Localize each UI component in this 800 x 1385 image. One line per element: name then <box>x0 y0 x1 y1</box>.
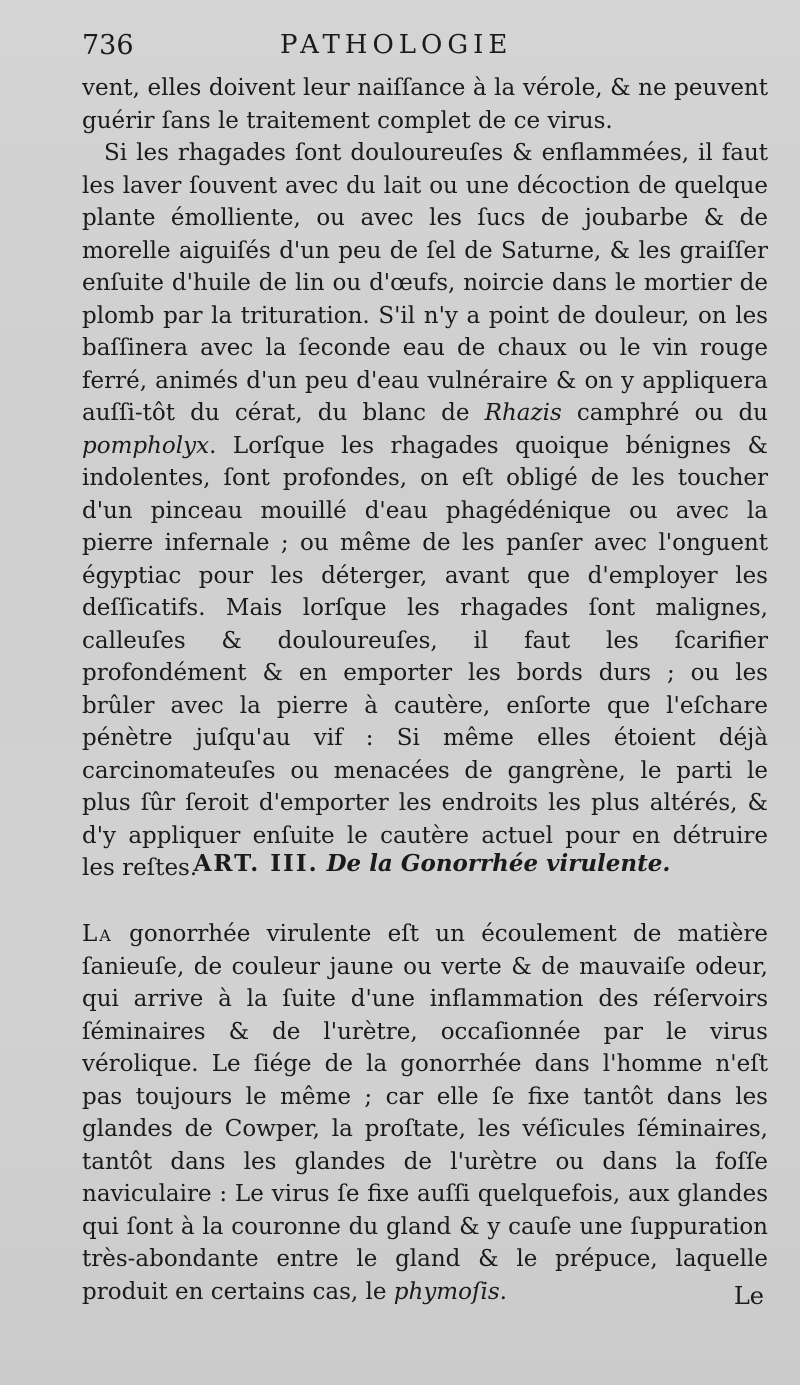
paragraph-2-part-2: camphré ou du <box>561 400 768 426</box>
italic-phymosis: phymoſis <box>393 1278 500 1305</box>
running-head: PATHOLOGIE <box>280 30 513 60</box>
italic-rhazis: Rhazis <box>484 400 562 426</box>
page-header <box>82 28 782 64</box>
page-number: 736 <box>82 30 134 61</box>
paragraph-gonorrhee <box>82 918 768 1308</box>
paragraph-2-part-1: Si les rhagades ſont douloureuſes & enflammées, il faut les laver ſouvent avec du lait ou une décoction de quelque plante émolliente, ou avec les ſucs de joubarbe & de morelle aiguiſés d'un peu de ſel de Saturne, & les graiſſer enſuite d'huile de lin ou d'œufs, noircie dans le mortier de plomb par la trituration. S'il n'y a point de douleur, on les baſſinera avec la ſeconde eau de chaux ou le vin rouge ferré, animés d'un peu d'eau vulnéraire & on y appliquera auſſi-tôt du cérat, du blanc de <box>82 140 768 426</box>
paragraph-3-part-1: gonorrhée virulente eſt un écoulement de matière ſanieuſe, de couleur jaune ou verte & de mauvaiſe odeur, qui arrive à la ſuite d'une inflammation des réſervoirs ſéminaires & de l'urètre, occaſionnée par le virus vérolique. Le ſiége de la gonorrhée dans l'homme n'eſt pas toujours le même ; car elle ſe fixe tantôt dans les glandes de Cowper, la proſtate, les véſicules ſéminaires, tantôt dans les glandes de l'urètre ou dans la foſſe naviculaire : Le virus ſe fixe auſſi quelquefois, aux glandes qui ſont à la couronne du gland & y cauſe une ſuppuration très-abondante entre le gland & le prépuce, laquelle produit en certains cas, le <box>82 921 768 1305</box>
article-number: ART. III. <box>193 850 319 877</box>
catchword: Le <box>733 1282 764 1310</box>
paragraph-2-part-3: . Lorſque les rhagades quoique bénignes & indolentes, ſont profondes, on eſt obligé de les toucher d'un pinceau mouillé d'eau phagédénique ou avec la pierre infernale ; ou même de les panſer avec l'onguent égyptiac pour les déterger, avant que d'employer les deſſicatifs. Mais lorſque les rhagades ſont malignes, calleuſes & douloureuſes, il faut les ſcarifier profondément & en emporter les bords durs ; ou les brûler avec la pierre à cautère, enſorte que l'eſchare pénètre juſqu'au vif : Si même elles étoient déjà carcinomateuſes ou menacées de gangrène, le parti le plus ſûr ſeroit d'emporter les endroits les plus altérés, & d'y appliquer enſuite le cautère actuel pour en détruire les reſtes. <box>82 432 768 881</box>
paragraph-rhagades <box>82 137 768 885</box>
article-title: De la Gonorrhée virulente. <box>326 850 671 877</box>
paragraph-continuation <box>82 72 768 137</box>
italic-pompholyx: pompholyx <box>82 432 210 459</box>
paragraph-3-part-2: . <box>499 1278 507 1305</box>
paragraph-lead-word: La <box>82 921 113 947</box>
paragraph-1-text: vent, elles doivent leur naiſſance à la vérole, & ne peuvent guérir ſans le traitement complet de ce virus. <box>82 75 768 134</box>
section-heading <box>82 848 782 880</box>
